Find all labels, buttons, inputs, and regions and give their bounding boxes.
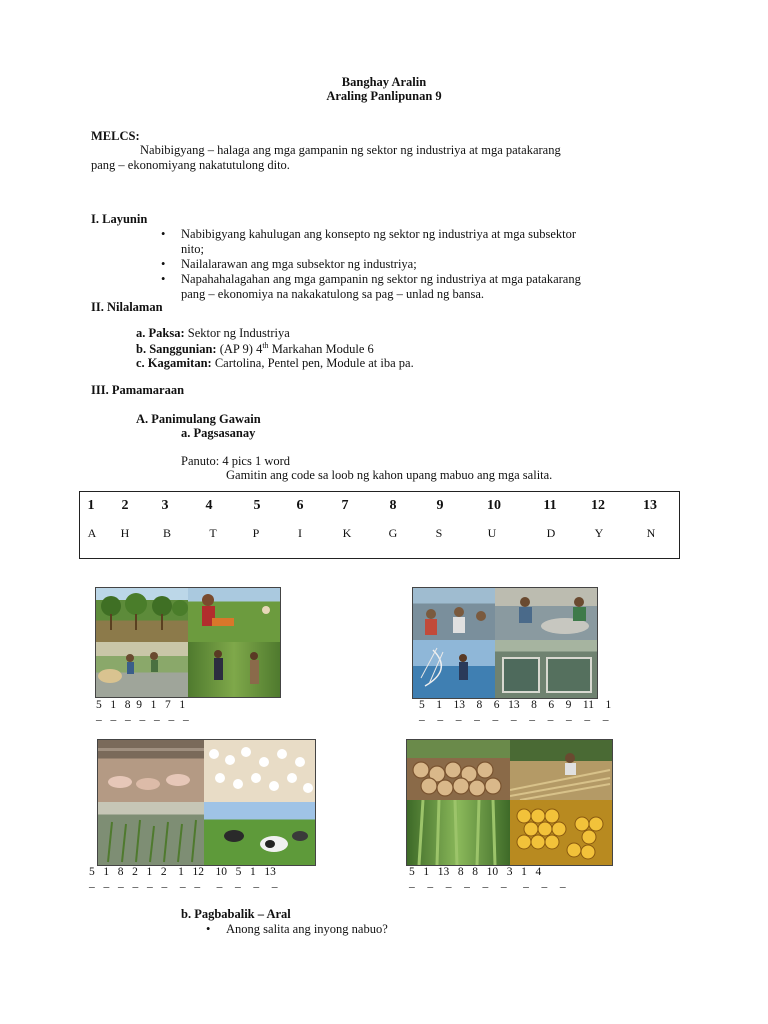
picture-puzzle-2 <box>412 587 598 699</box>
melcs-line-2: pang – ekonomiyang nakatutulong dito. <box>91 158 290 172</box>
layunin-item: • Nailalarawan ang mga subsektor ng industriya; <box>159 257 581 272</box>
pagbabalik-question: • Anong salita ang inyong nabuo? <box>204 922 388 937</box>
kagamitan-line: c. Kagamitan: Cartolina, Pentel pen, Module at iba pa. <box>136 356 414 370</box>
code-number: 7 <box>341 498 349 513</box>
sanggunian-line: b. Sanggunian: (AP 9) 4th Markahan Module 6 <box>136 341 374 357</box>
code-number: 5 <box>253 498 261 513</box>
code-letter: B <box>162 526 171 540</box>
pamamaraan-heading: III. Pamamaraan <box>91 383 185 397</box>
net-throwing-photo <box>413 640 495 698</box>
puzzle-1-code: 5 1 8 9 1 7 1 <box>96 699 186 711</box>
orchard-photo <box>96 588 188 642</box>
rice-seedlings-photo <box>98 802 204 865</box>
code-letter: Y <box>594 526 604 540</box>
panuto-line: Panuto: 4 pics 1 word <box>181 454 291 468</box>
pagsasanay-heading: a. Pagsasanay <box>181 426 256 440</box>
bamboo-forest-photo <box>407 800 510 865</box>
cut-logs-photo <box>407 740 510 800</box>
pagbabalik-aral-heading: b. Pagbabalik – Aral <box>181 907 291 921</box>
bamboo-weaving-photo <box>510 740 612 800</box>
farmer-harvest-photo <box>188 588 280 642</box>
melcs-heading: MELCS: <box>91 129 140 143</box>
panuto-instruction: Gamitin ang code sa loob ng kahon upang mabuo ang mga salita. <box>226 468 553 482</box>
code-letter: A <box>87 526 97 540</box>
subject-title: Araling Panlipunan 9 <box>326 89 442 103</box>
puzzle-2-code: 5 1 13 8 6 13 8 6 9 11 1 <box>419 699 612 711</box>
pagbabalik-list <box>204 922 388 937</box>
code-letter: S <box>435 526 443 540</box>
layunin-list <box>159 227 581 302</box>
code-number: 12 <box>591 498 605 513</box>
code-number: 8 <box>389 498 397 513</box>
panimulang-gawain-heading: A. Panimulang Gawain <box>136 412 261 426</box>
picture-puzzle-3 <box>97 739 316 866</box>
code-number: 6 <box>296 498 304 513</box>
code-letter: U <box>487 526 497 540</box>
fish-ponds-photo <box>495 640 597 698</box>
pig-farm-photo <box>98 740 204 802</box>
fishermen-photo <box>413 588 495 640</box>
code-number: 11 <box>543 498 557 513</box>
poultry-farm-photo <box>204 740 315 802</box>
lesson-plan-title: Banghay Aralin <box>341 75 427 89</box>
layunin-item: • Nabibigyang kahulugan ang konsepto ng sektor ng industriya at mga subsektor nito; <box>159 227 581 257</box>
letter-code-box <box>79 491 680 559</box>
puzzle-2-blanks: _ _ _ _ _ _ _ _ _ _ _ <box>419 710 610 722</box>
picture-puzzle-4 <box>406 739 613 866</box>
layunin-item: • Napahahalagahan ang mga gampanin ng sektor ng industriya at mga patakarang pang – ekonomiya na nakakatulong sa pag – unlad ng bansa. <box>159 272 581 302</box>
puzzle-4-blanks: _ _ _ _ _ _ _ _ _ <box>409 877 567 889</box>
code-number: 3 <box>161 498 169 513</box>
code-letter: N <box>646 526 656 540</box>
puzzle-3-blanks: _ _ _ _ _ _ _ _ _ _ _ _ <box>89 877 279 889</box>
code-number: 4 <box>205 498 213 513</box>
code-letter: I <box>298 526 302 540</box>
code-letter: G <box>388 526 398 540</box>
code-letter: D <box>546 526 556 540</box>
puzzle-1-blanks: _ _ _ _ _ _ _ <box>96 710 190 722</box>
code-number: 10 <box>487 498 501 513</box>
melcs-line-1: Nabibigyang – halaga ang mga gampanin ng sektor ng industriya at mga patakarang <box>140 143 561 157</box>
nilalaman-heading: II. Nilalaman <box>91 300 163 314</box>
fish-catch-photo <box>495 588 597 640</box>
picture-puzzle-1 <box>95 587 281 698</box>
code-number: 9 <box>436 498 444 513</box>
honeycomb-photo <box>510 800 612 865</box>
puzzle-4-code: 5 1 13 8 8 10 3 1 4 <box>409 866 542 878</box>
paksa-line: a. Paksa: Sektor ng Industriya <box>136 326 290 340</box>
code-number: 1 <box>87 498 95 513</box>
code-letter: T <box>209 526 217 540</box>
sugarcane-field-photo <box>188 642 280 697</box>
cattle-pasture-photo <box>204 802 315 865</box>
puzzle-3-code: 5 1 8 2 1 2 1 12 10 5 1 13 <box>89 866 276 878</box>
code-letter: H <box>120 526 130 540</box>
code-letter: P <box>252 526 260 540</box>
code-number: 2 <box>121 498 129 513</box>
rice-planting-photo <box>96 642 188 697</box>
layunin-heading: I. Layunin <box>91 212 148 226</box>
code-letter: K <box>342 526 352 540</box>
code-number: 13 <box>643 498 657 513</box>
